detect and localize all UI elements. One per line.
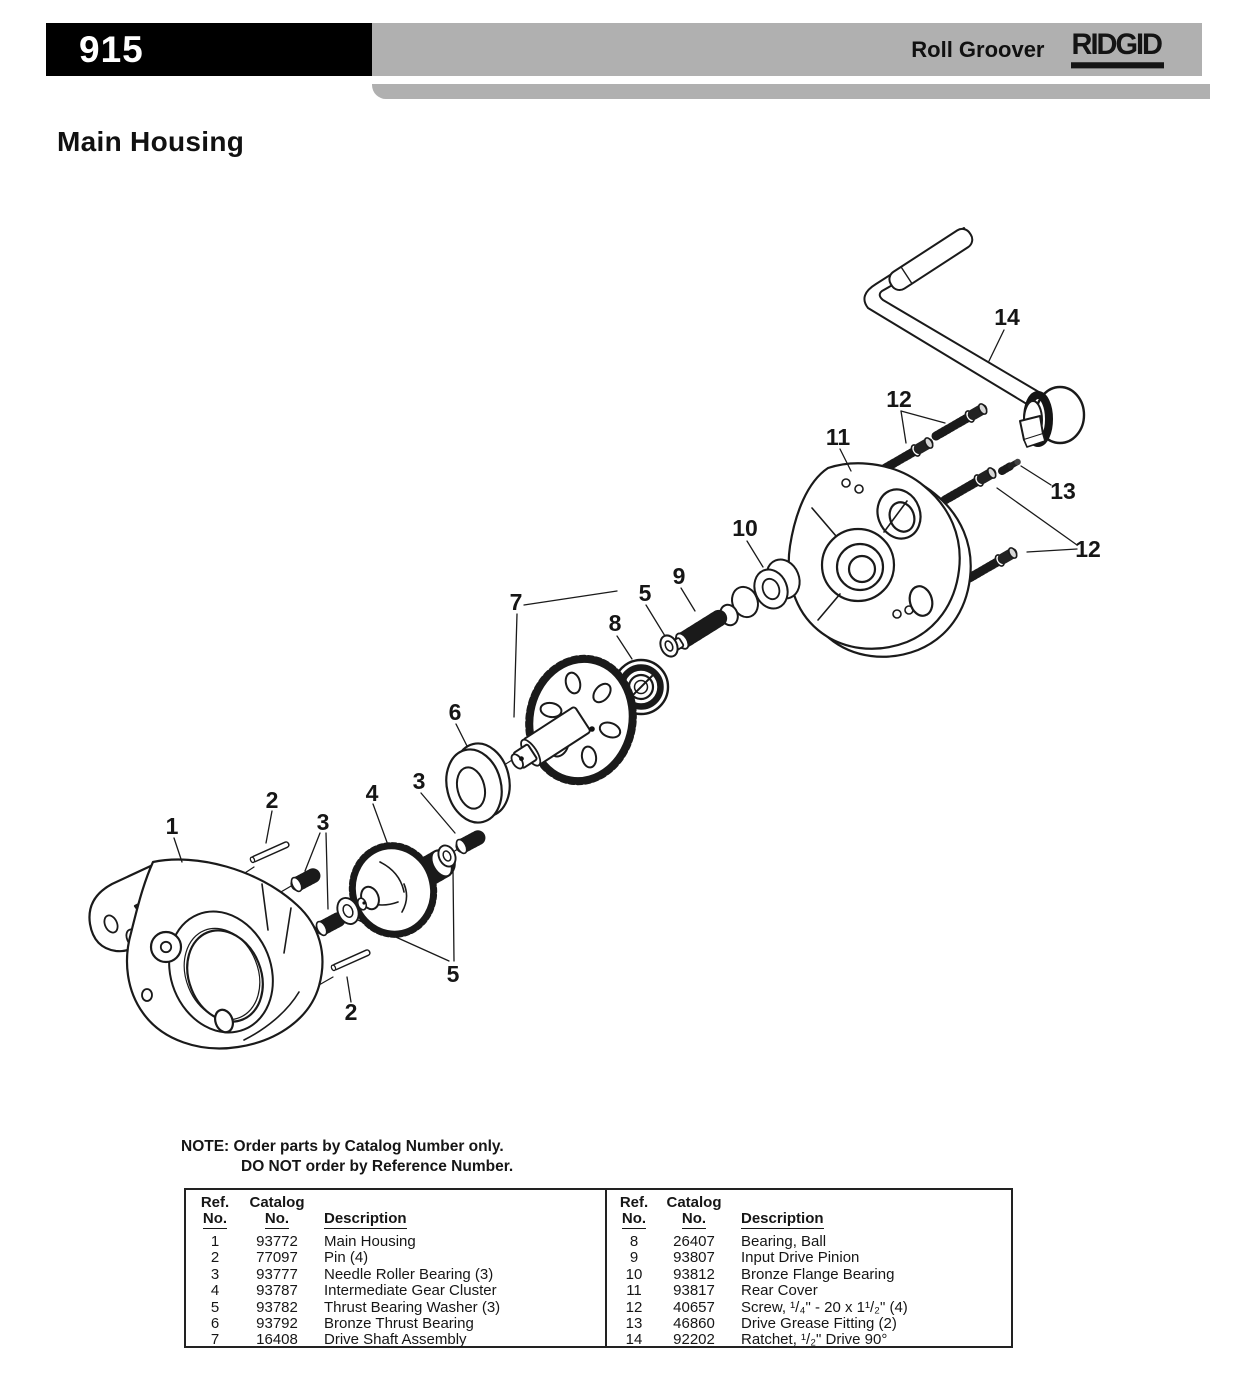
catalog-no-cell: 93787	[256, 1282, 298, 1300]
callout-needle-bearing-right: 3	[412, 768, 426, 794]
catalog-no-cell: 93817	[673, 1282, 715, 1300]
ref-no-cell: 14	[625, 1331, 643, 1349]
catalog-no-header: Catalog No.	[249, 1194, 305, 1227]
description-cell: Drive Shaft Assembly	[324, 1331, 467, 1349]
table-row	[607, 1234, 1011, 1250]
parts-table-left	[186, 1190, 605, 1349]
table-row	[607, 1332, 1011, 1348]
callout-drive-shaft: 7	[509, 589, 523, 615]
description-header: Description	[324, 1210, 407, 1227]
table-row	[607, 1250, 1011, 1266]
table-row	[186, 1300, 605, 1316]
parts-rows-right	[607, 1234, 1011, 1349]
description-cell: Main Housing	[324, 1233, 416, 1250]
ref-no-cell: 1	[210, 1233, 220, 1250]
pin-part	[331, 949, 371, 971]
callout-bronze-thrust-bearing: 6	[448, 699, 462, 725]
callout-ratchet: 14	[994, 304, 1020, 330]
needle-bearing-part	[314, 913, 341, 937]
description-cell: Ratchet, ¹/₂" Drive 90°	[741, 1331, 888, 1349]
callout-pin-upper: 2	[265, 787, 279, 813]
catalog-no-cell: 93777	[256, 1265, 298, 1283]
table-row	[607, 1283, 1011, 1299]
catalog-no-cell: 93782	[256, 1298, 298, 1316]
table-row	[186, 1332, 605, 1348]
page-title: Main Housing	[57, 126, 245, 157]
callout-thrust-washers: 5	[446, 961, 460, 987]
ref-no-cell: 11	[626, 1282, 642, 1300]
catalog-no-cell: 93807	[673, 1249, 715, 1267]
ref-no-cell: 4	[210, 1282, 220, 1300]
table-row	[186, 1316, 605, 1332]
table-header	[186, 1195, 605, 1229]
needle-bearing-part	[289, 869, 316, 893]
ref-no-cell: 8	[629, 1233, 639, 1250]
ref-no-cell: 6	[210, 1315, 220, 1333]
table-row	[186, 1250, 605, 1266]
catalog-no-cell: 93792	[256, 1315, 298, 1333]
ref-no-cell: 10	[625, 1265, 643, 1283]
ref-no-cell: 13	[625, 1315, 643, 1333]
order-note-line1: NOTE: Order parts by Catalog Number only.	[181, 1138, 504, 1155]
table-row	[186, 1283, 605, 1299]
description-cell: Screw, ¹/₄" - 20 x 1¹/₂" (4)	[741, 1298, 908, 1316]
note-label: NOTE:	[181, 1138, 230, 1155]
catalog-no-cell: 93812	[673, 1265, 715, 1283]
description-cell: Intermediate Gear Cluster	[324, 1282, 497, 1300]
callout-ball-bearing: 8	[608, 610, 622, 636]
description-cell: Drive Grease Fitting (2)	[741, 1315, 897, 1333]
model-number: 915	[79, 29, 144, 70]
pin-part	[250, 841, 290, 863]
callout-rear-cover: 11	[825, 424, 851, 450]
ref-no-cell: 5	[210, 1298, 220, 1316]
callout-needle-bearings: 3	[316, 809, 330, 835]
catalog-no-cell: 46860	[673, 1315, 715, 1333]
bronze-thrust-bearing-part	[439, 738, 517, 829]
ref-no-cell: 12	[625, 1298, 643, 1316]
catalog-no-cell: 40657	[673, 1298, 715, 1316]
callout-grease-fitting: 13	[1050, 478, 1076, 504]
callout-input-drive-pinion: 9	[672, 563, 686, 589]
ref-no-header: Ref. No.	[619, 1194, 649, 1227]
parts-table-right	[605, 1190, 1011, 1349]
catalog-no-header: Catalog No.	[666, 1194, 722, 1227]
description-cell: Pin (4)	[324, 1249, 369, 1267]
callout-thrust-washer-upper: 5	[638, 580, 652, 606]
grease-fitting-part	[1000, 458, 1022, 474]
ref-no-cell: 3	[210, 1265, 220, 1283]
rear-cover-part	[789, 463, 971, 656]
callout-screws-upper: 12	[886, 386, 912, 412]
description-cell: Bronze Thrust Bearing	[324, 1315, 474, 1333]
catalog-no-cell: 93772	[256, 1233, 298, 1250]
description-cell: Needle Roller Bearing (3)	[324, 1265, 494, 1283]
callout-bronze-flange-bearing: 10	[732, 515, 758, 541]
needle-bearing-part	[454, 831, 481, 855]
parts-rows-left	[186, 1234, 605, 1349]
catalog-no-cell: 26407	[673, 1233, 715, 1250]
table-row	[186, 1234, 605, 1250]
order-note-line2: DO NOT order by Reference Number.	[241, 1158, 514, 1175]
description-cell: Thrust Bearing Washer (3)	[324, 1298, 501, 1316]
description-cell: Bearing, Ball	[741, 1233, 827, 1250]
catalog-no-cell: 77097	[256, 1249, 298, 1267]
table-row	[607, 1267, 1011, 1283]
description-cell: Rear Cover	[741, 1282, 818, 1300]
table-row	[186, 1267, 605, 1283]
description-cell: Bronze Flange Bearing	[741, 1265, 895, 1283]
description-cell: Input Drive Pinion	[741, 1249, 860, 1267]
parts-table	[184, 1188, 1013, 1348]
ref-no-header: Ref. No.	[200, 1194, 230, 1227]
description-header: Description	[741, 1210, 824, 1227]
callout-pin-lower: 2	[344, 999, 358, 1025]
table-header	[607, 1195, 1011, 1229]
catalog-no-cell: 92202	[673, 1331, 715, 1349]
catalog-no-cell: 16408	[256, 1331, 298, 1349]
product-name: Roll Groover	[911, 36, 1045, 62]
callout-main-housing: 1	[165, 813, 179, 839]
ref-no-cell: 7	[210, 1331, 220, 1349]
callout-gear-cluster: 4	[365, 780, 379, 806]
table-row	[607, 1300, 1011, 1316]
screw-part	[942, 466, 998, 505]
brand-logo: RIDGID	[1071, 31, 1165, 69]
ref-no-cell: 9	[629, 1249, 639, 1267]
callout-screws-right: 12	[1075, 536, 1101, 562]
table-row	[607, 1316, 1011, 1332]
order-note	[181, 1137, 513, 1177]
ref-no-cell: 2	[210, 1249, 220, 1267]
